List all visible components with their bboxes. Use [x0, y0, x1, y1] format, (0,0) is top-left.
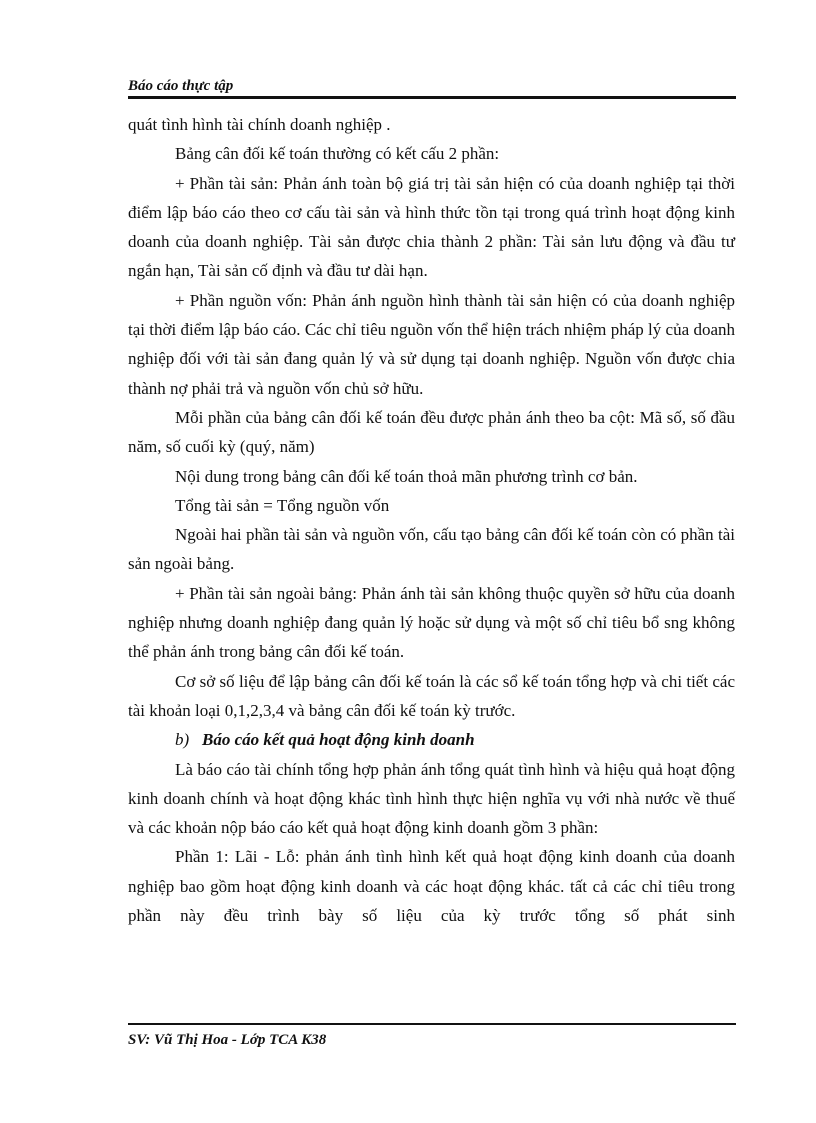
paragraph-off-balance: + Phần tài sản ngoài bảng: Phản ánh tài sản không thuộc quyền sở hữu của doanh nghiệp nhưng doanh nghiệp đang quản lý hoặc sử dụng và một số chỉ tiêu bổ sng không thể phản ánh trong bảng cân đối kế toán. [128, 583, 735, 662]
footer-rule [128, 1023, 736, 1025]
section-heading [128, 725, 735, 754]
paragraph-off-balance-intro: Ngoài hai phần tài sản và nguồn vốn, cấu tạo bảng cân đối kế toán còn có phần tài sản ngoài bảng. [128, 525, 735, 574]
paragraph-assets: + Phần tài sản: Phản ánh toàn bộ giá trị tài sản hiện có của doanh nghiệp tại thời điểm lập báo cáo theo cơ cấu tài sản và hình thức tồn tại trong quá trình hoạt động kinh doanh của doanh nghiệp. Tài sản được chia thành 2 phần: Tài sản lưu động và đầu tư ngắn hạn, Tài sản cố định và đầu tư dài hạn. [128, 173, 735, 281]
paragraph-columns: Mỗi phần của bảng cân đối kế toán đều được phản ánh theo ba cột: Mã số, số đầu năm, số cuối kỳ (quý, năm) [128, 407, 735, 457]
paragraph-income-statement: Là báo cáo tài chính tổng hợp phản ánh tổng quát tình hình và hiệu quả hoạt động kinh doanh chính và hoạt động khác tình hình thực hiện nghĩa vụ với nhà nước về thuế và các khoản nộp báo cáo kết quả hoạt động kinh doanh gồm 3 phần: [128, 759, 735, 838]
body-text [128, 110, 735, 930]
paragraph-data-basis: Cơ sở số liệu để lập bảng cân đối kế toán là các sổ kế toán tổng hợp và chi tiết các tài khoản loại 0,1,2,3,4 và bảng cân đối kế toán kỳ trước. [128, 671, 735, 720]
page-header [128, 76, 736, 96]
page-footer [128, 1030, 736, 1050]
paragraph-part-one: Phần 1: Lãi - Lỗ: phản ánh tình hình kết quả hoạt động kinh doanh của doanh nghiệp bao gồm hoạt động kinh doanh và các hoạt động khác. tất cả các chỉ tiêu trong phần này đều trình bày số liệu của kỳ trước tổng số phát sinh [128, 847, 735, 926]
paragraph-equation-intro: Nội dung trong bảng cân đối kế toán thoả mãn phương trình cơ bản. [175, 466, 638, 486]
paragraph-equation: Tổng tài sản = Tổng nguồn vốn [175, 495, 390, 515]
paragraph-structure-intro: Bảng cân đối kế toán thường có kết cấu 2 phần: [175, 144, 500, 164]
student-info: SV: Vũ Thị Hoa - Lớp TCA K38 [128, 1032, 327, 1048]
section-title: Báo cáo kết quả hoạt động kinh doanh [202, 730, 475, 750]
paragraph-capital-sources: + Phần nguồn vốn: Phản ánh nguồn hình thành tài sản hiện có của doanh nghiệp tại thời điểm lập báo cáo. Các chỉ tiêu nguồn vốn thể hiện trách nhiệm pháp lý của doanh nghiệp đối với tài sản đang quản lý và sử dụng tại doanh nghiệp. Nguồn vốn được chia thành nợ phải trả và nguồn vốn chủ sở hữu. [128, 290, 735, 398]
report-title: Báo cáo thực tập [128, 78, 234, 94]
header-rule [128, 96, 736, 99]
section-marker: b) [175, 730, 190, 750]
paragraph-continuation: quát tình hình tài chính doanh nghiệp . [128, 115, 391, 134]
